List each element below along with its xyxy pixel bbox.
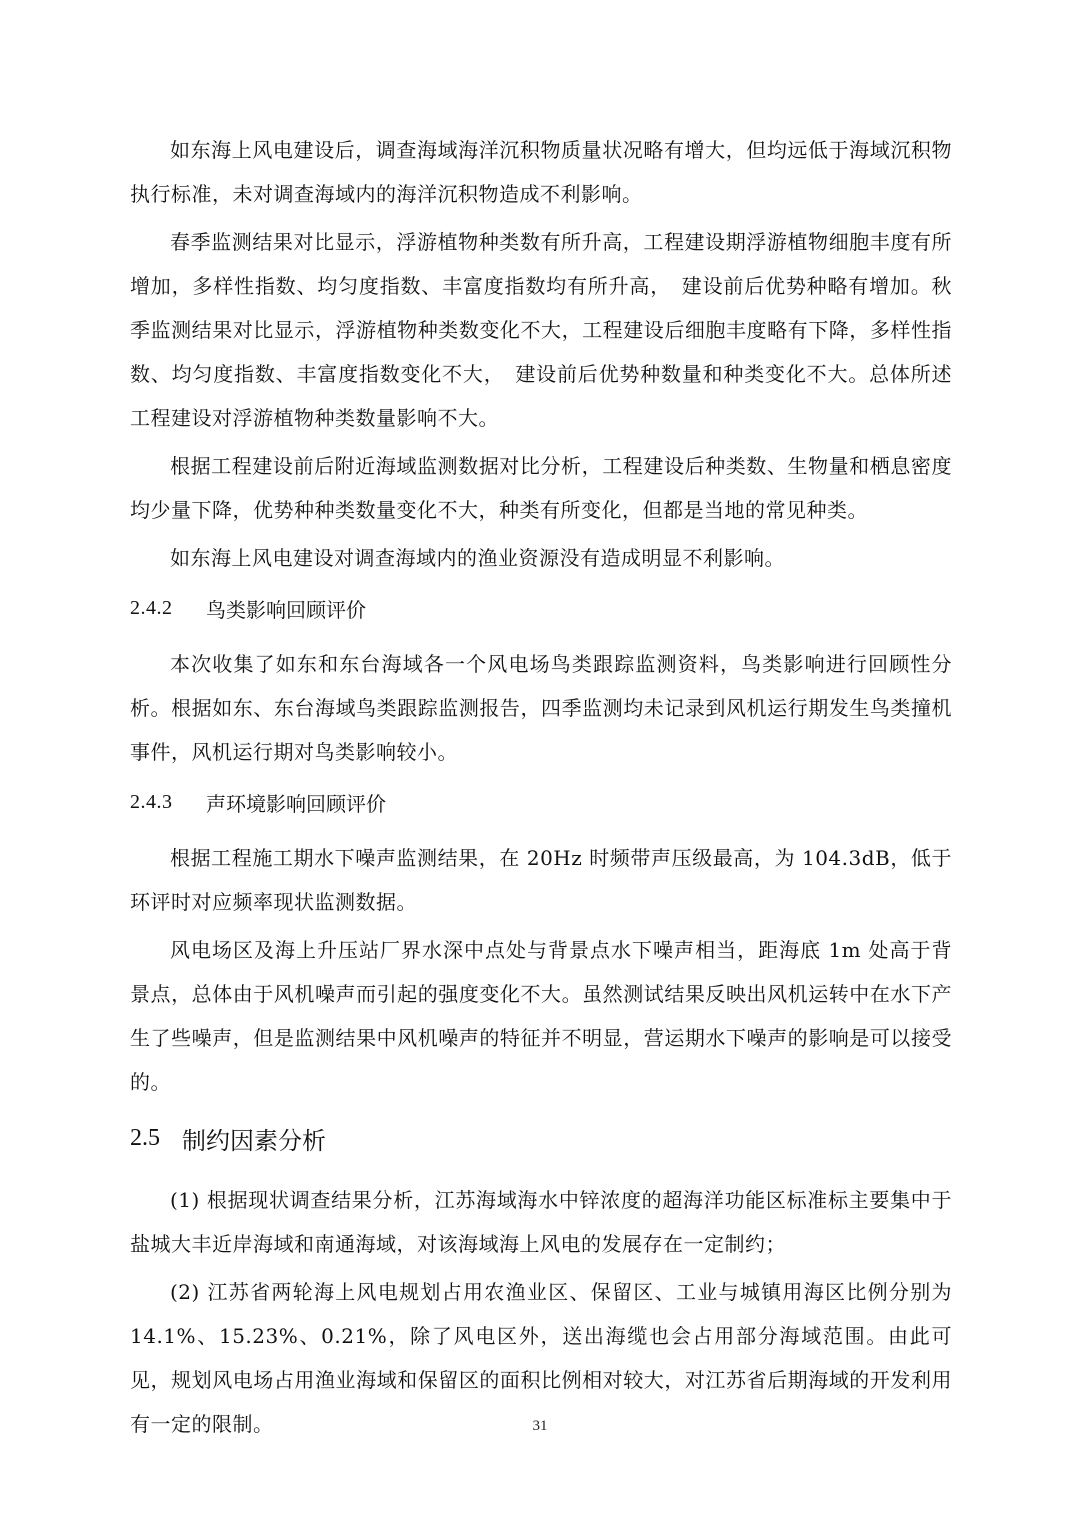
paragraph-benthos: 根据工程建设前后附近海域监测数据对比分析，工程建设后种类数、生物量和栖息密度均少量下降，优势种种类数量变化不大，种类有所变化，但都是当地的常见种类。 bbox=[130, 454, 952, 522]
page-number: 31 bbox=[532, 1418, 548, 1434]
paragraph-constraint-2: (2) 江苏省两轮海上风电规划占用农渔业区、保留区、工业与城镇用海区比例分别为 14.1%、15.23%、0.21%，除了风电区外，送出海缆也会占用部分海域范围。由此可见，规划风电场占用渔业海域和保留区的面积比例相对较大，对江苏省后期海域的开发利用有一定的限制。 bbox=[130, 1280, 952, 1436]
heading-2-5 bbox=[130, 1114, 952, 1162]
paragraph-noise-construction: 根据工程施工期水下噪声监测结果，在 20Hz 时频带声压级最高，为 104.3dB，低于环评时对应频率现状监测数据。 bbox=[130, 846, 952, 914]
heading-number: 2.5 bbox=[130, 1124, 160, 1151]
paragraph-fishery: 如东海上风电建设对调查海域内的渔业资源没有造成明显不利影响。 bbox=[170, 546, 785, 570]
heading-number: 2.4.2 bbox=[130, 596, 173, 619]
paragraph-noise-operation: 风电场区及海上升压站厂界水深中点处与背景点水下噪声相当，距海底 1m 处高于背景点，总体由于风机噪声而引起的强度变化不大。虽然测试结果反映出风机运转中在水下产生了些噪声，但是监测结果中风机噪声的特征并不明显，营运期水下噪声的影响是可以接受的。 bbox=[130, 938, 952, 1094]
heading-title: 制约因素分析 bbox=[182, 1126, 326, 1155]
document-page bbox=[130, 128, 952, 1450]
heading-title: 声环境影响回顾评价 bbox=[206, 791, 386, 816]
heading-number: 2.4.3 bbox=[130, 790, 173, 813]
paragraph-constraint-1: (1) 根据现状调查结果分析，江苏海域海水中锌浓度的超海洋功能区标准标主要集中于盐城大丰近岸海域和南通海域，对该海域海上风电的发展存在一定制约； bbox=[130, 1188, 952, 1256]
paragraph-birds: 本次收集了如东和东台海域各一个风电场鸟类跟踪监测资料，鸟类影响进行回顾性分析。根据如东、东台海域鸟类跟踪监测报告，四季监测均未记录到风机运行期发生鸟类撞机事件，风机运行期对鸟类影响较小。 bbox=[130, 652, 952, 764]
paragraph-phytoplankton: 春季监测结果对比显示，浮游植物种类数有所升高，工程建设期浮游植物细胞丰度有所增加，多样性指数、均匀度指数、丰富度指数均有所升高， 建设前后优势种略有增加。秋季监测结果对比显示，浮游植物种类数变化不大，工程建设后细胞丰度略有下降，多样性指数、均匀度指数、丰富度指数变化不大， 建设前后优势种数量和种类变化不大。总体所述工程建设对浮游植物种类数量影响不大。 bbox=[130, 230, 952, 430]
paragraph-sediment: 如东海上风电建设后，调查海域海洋沉积物质量状况略有增大，但均远低于海域沉积物执行标准，未对调查海域内的海洋沉积物造成不利影响。 bbox=[130, 138, 952, 206]
heading-2-4-3 bbox=[130, 782, 952, 822]
heading-2-4-2 bbox=[130, 588, 952, 628]
heading-title: 鸟类影响回顾评价 bbox=[206, 597, 366, 622]
